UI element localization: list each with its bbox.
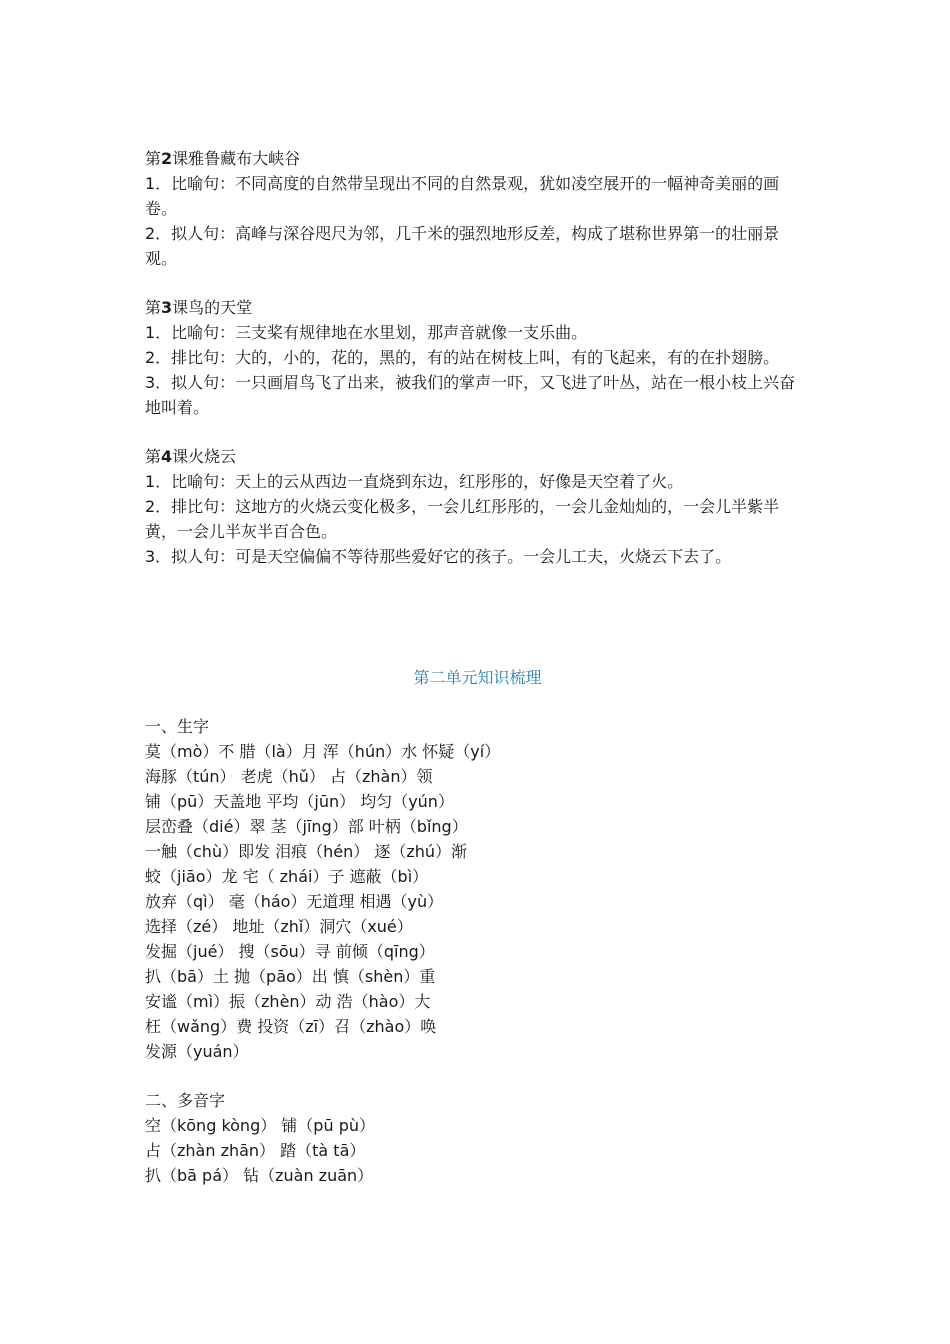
polyphone-line: 空（kōng kòng） 铺（pū pù） — [145, 1116, 375, 1135]
vocab-line: 安谧（mì）振（zhèn）动 浩（hào）大 — [145, 992, 431, 1011]
vocab-line: 海豚（tún） 老虎（hǔ） 占（zhàn）领 — [145, 767, 433, 786]
vocab-line: 选择（zé） 地址（zhǐ）洞穴（xué） — [145, 917, 413, 936]
lesson-2-item-1: 1．比喻句：不同高度的自然带呈现出不同的自然景观，犹如凌空展开的一幅神奇美丽的画卷。 — [145, 174, 780, 218]
unit-title: 第二单元知识梳理 — [413, 668, 542, 687]
vocab-line: 一触（chù）即发 泪痕（hén） 逐（zhú）渐 — [145, 842, 468, 861]
lesson-3-item-3: 3．拟人句：一只画眉鸟飞了出来，被我们的掌声一吓，又飞进了叶丛，站在一根小枝上兴奋地叫着。 — [145, 373, 796, 417]
vocab-line: 发源（yuán） — [145, 1042, 249, 1061]
lesson-number: 2 — [161, 149, 173, 168]
vocab-line: 层峦叠（dié）翠 茎（jīng）部 叶柄（bǐng） — [145, 817, 468, 836]
lesson-2-title — [145, 146, 810, 171]
vocab-line: 枉（wǎng）费 投资（zī）召（zhào）唤 — [145, 1017, 437, 1036]
vocab-line: 铺（pū）天盖地 平均（jūn） 均匀（yún） — [145, 792, 454, 811]
lesson-title-text: 课火烧云 — [172, 447, 237, 466]
vocab-line: 蛟（jiāo）龙 宅（ zhái）子 遮蔽（bì） — [145, 867, 429, 886]
lesson-3-item-1: 1．比喻句：三支桨有规律地在水里划，那声音就像一支乐曲。 — [145, 323, 588, 342]
polyphone-line: 扒（bā pá） 钻（zuàn zuān） — [145, 1166, 374, 1185]
lesson-4-item-3: 3．拟人句：可是天空偏偏不等待那些爱好它的孩子。一会儿工夫，火烧云下去了。 — [145, 547, 732, 566]
spacer — [145, 271, 810, 295]
lesson-4-item-2: 2．排比句：这地方的火烧云变化极多，一会儿红彤彤的，一会儿金灿灿的，一会儿半紫半黄，一会儿半灰半百合色。 — [145, 497, 780, 541]
lesson-4-item-1: 1．比喻句：天上的云从西边一直烧到东边，红彤彤的，好像是天空着了火。 — [145, 472, 684, 491]
spacer — [145, 690, 810, 714]
vocab-line: 扒（bā）土 抛（pāo）出 慎（shèn）重 — [145, 967, 436, 986]
lesson-title-text: 课雅鲁藏布大峡谷 — [172, 149, 301, 168]
lesson-3-title — [145, 295, 810, 320]
lesson-3-item-2: 2．排比句：大的，小的，花的，黑的，有的站在树枝上叫，有的飞起来，有的在扑翅膀。 — [145, 348, 780, 367]
spacer — [145, 1064, 810, 1088]
vocab-line: 放弃（qì） 毫（háo）无道理 相遇（yù） — [145, 892, 444, 911]
lesson-title-prefix: 第 — [145, 149, 162, 168]
lesson-number: 3 — [161, 298, 173, 317]
vocab-line: 发掘（jué） 搜（sōu）寻 前倾（qīng） — [145, 942, 435, 961]
spacer — [145, 569, 810, 665]
section-1-heading: 一、生字 — [145, 717, 210, 736]
lesson-2-item-2: 2．拟人句：高峰与深谷咫尺为邻，几千米的强烈地形反差，构成了堪称世界第一的壮丽景观。 — [145, 224, 780, 268]
vocab-line: 莫（mò）不 腊（là）月 浑（hún）水 怀疑（yí） — [145, 742, 501, 761]
lesson-title-prefix: 第 — [145, 298, 162, 317]
lesson-title-prefix: 第 — [145, 447, 162, 466]
lesson-title-text: 课鸟的天堂 — [172, 298, 253, 317]
spacer — [145, 420, 810, 444]
document-content — [145, 146, 810, 1188]
polyphone-line: 占（zhàn zhān） 踏（tà tā） — [145, 1141, 366, 1160]
lesson-number: 4 — [161, 447, 173, 466]
lesson-4-title — [145, 444, 810, 469]
section-2-heading: 二、多音字 — [145, 1091, 226, 1110]
